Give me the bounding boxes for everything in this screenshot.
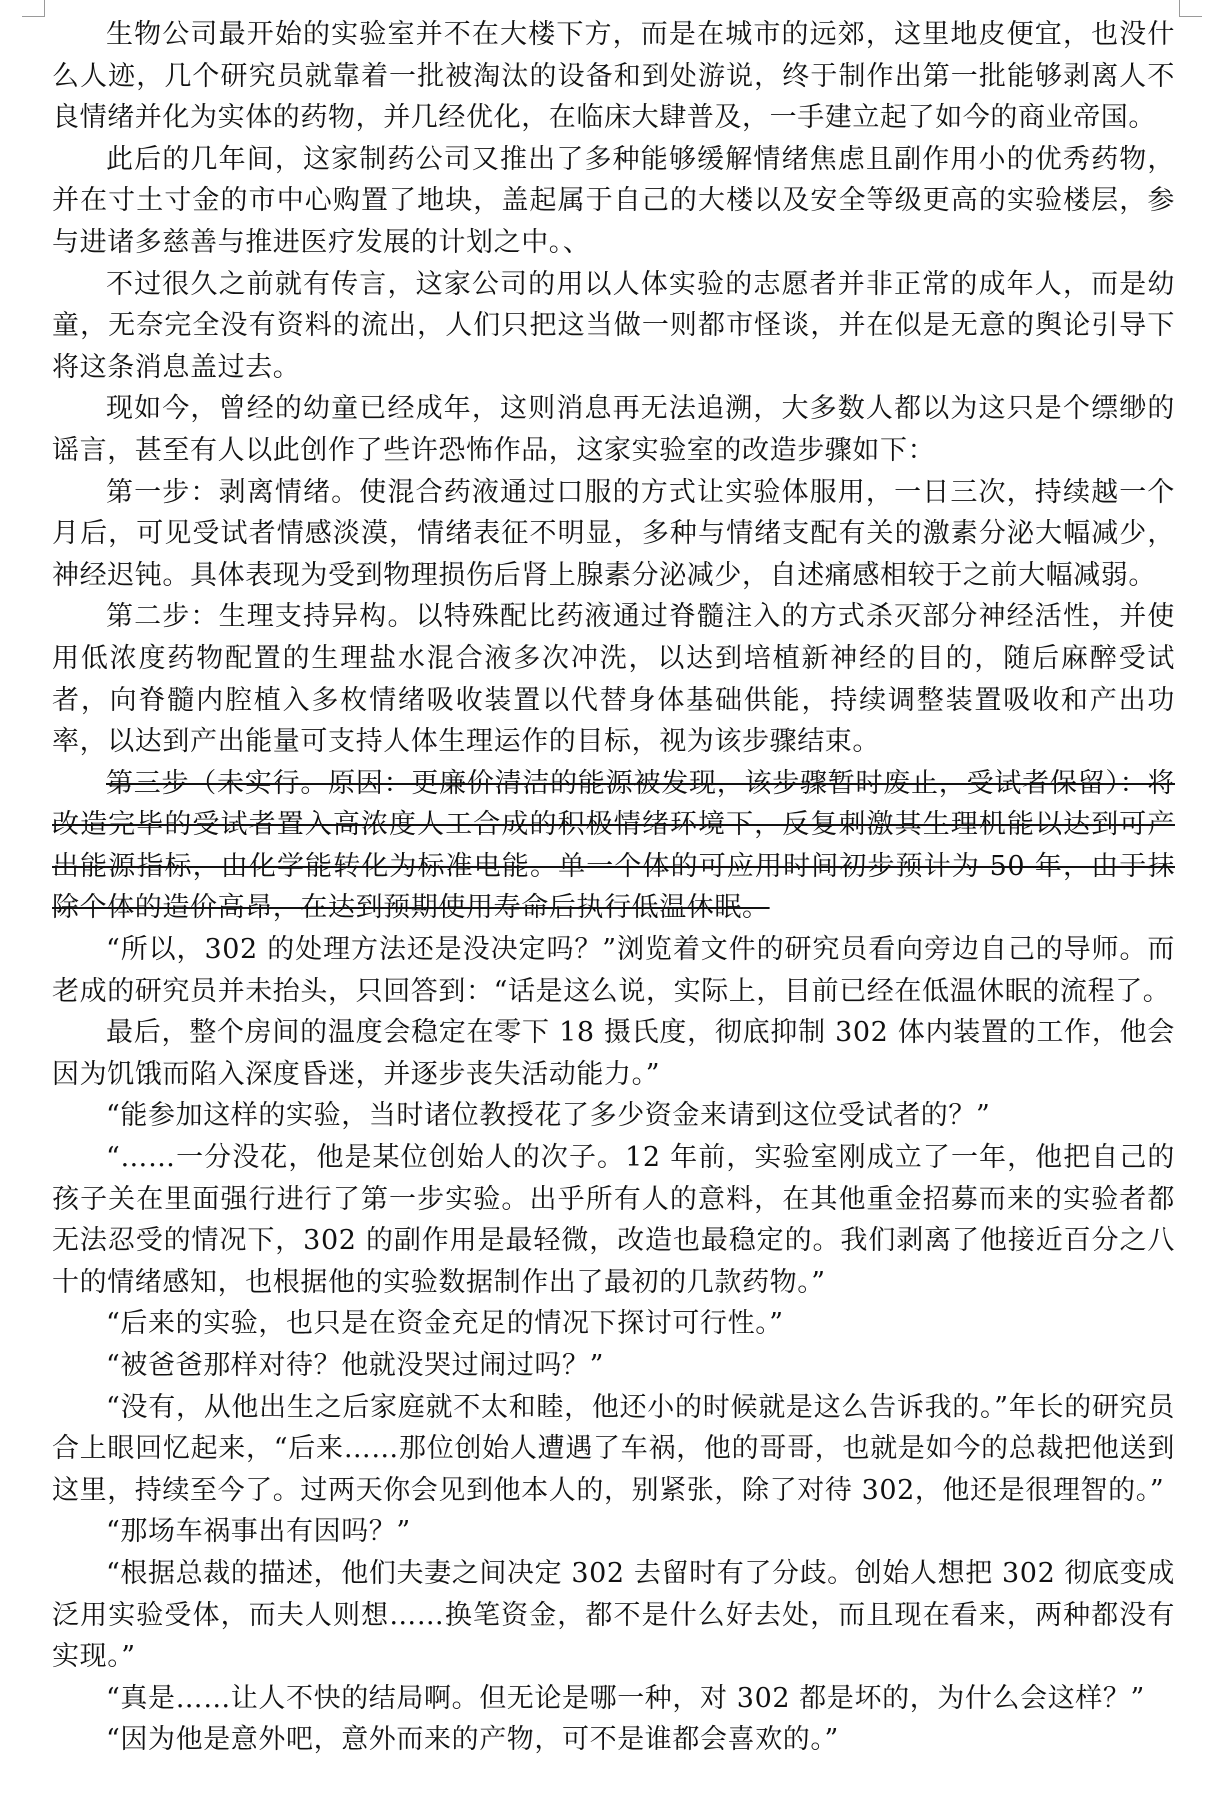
paragraph: “能参加这样的实验，当时诸位教授花了多少资金来请到这位受试者的？” (106, 1100, 991, 1132)
paragraph: “所以，302 的处理方法还是没决定吗？”浏览着文件的研究员看向旁边自己的导师。而老成的研究员并未抬头，只回答到：“话是这么说，实际上，目前已经在低温休眠的流程了。 (52, 934, 1175, 1007)
paragraph: “后来的实验，也只是在资金充足的情况下探讨可行性。” (106, 1308, 784, 1340)
page-corner-mark-right (1179, 0, 1202, 17)
paragraph: “被爸爸那样对待？他就没哭过闹过吗？” (106, 1350, 605, 1381)
paragraph: “那场车祸事出有因吗？” (106, 1516, 411, 1548)
struck-paragraph: 第三步（未实行。原因：更廉价清洁的能源被发现，该步骤暂时废止，受试者保留）：将改造完毕的受试者置入高浓度人工合成的积极情绪环境下，反复刺激其生理机能以达到可产出能源指标，由化学能转化为标准电能。单一个体的可应用时间初步预计为 50 年，由于抹除个体的造价高昂，在达到预期使用寿命后执行低温休眠。 (52, 767, 1175, 924)
paragraph: 不过很久之前就有传言，这家公司的用以人体实验的志愿者并非正常的成年人，而是幼童，无奈完全没有资料的流出，人们只把这当做一则都市怪谈，并在似是无意的舆论引导下将这条消息盖过去。 (52, 268, 1175, 383)
paragraph: 第二步：生理支持异构。以特殊配比药液通过脊髓注入的方式杀灭部分神经活性，并使用低浓度药物配置的生理盐水混合液多次冲洗，以达到培植新神经的目的，随后麻醉受试者，向脊髓内腔植入多枚情绪吸收装置以代替身体基础供能，持续调整装置吸收和产出功率，以达到产出能量可支持人体生理运作的目标，视为该步骤结束。 (52, 601, 1175, 758)
paragraph: “真是……让人不快的结局啊。但无论是哪一种，对 302 都是坏的，为什么会这样？” (106, 1682, 1145, 1714)
paragraph: 第一步：剥离情绪。使混合药液通过口服的方式让实验体服用，一日三次，持续越一个月后，可见受试者情感淡漠，情绪表征不明显，多种与情绪支配有关的激素分泌大幅减少，神经迟钝。具体表现为受到物理损伤后肾上腺素分泌减少，自述痛感相较于之前大幅减弱。 (52, 476, 1175, 591)
page-corner-mark-left (22, 0, 45, 17)
paragraph: “根据总裁的描述，他们夫妻之间决定 302 去留时有了分歧。创始人想把 302 彻底变成泛用实验受体，而夫人则想……换笔资金，都不是什么好去处，而且现在看来，两种都没有实现。” (52, 1557, 1175, 1673)
paragraph: 此后的几年间，这家制药公司又推出了多种能够缓解情绪焦虑且副作用小的优秀药物，并在寸土寸金的市中心购置了地块，盖起属于自己的大楼以及安全等级更高的实验楼层，参与进诸多慈善与推进医疗发展的计划之中。、 (52, 143, 1175, 258)
paragraph: “没有，从他出生之后家庭就不太和睦，他还小的时候就是这么告诉我的。”年长的研究员合上眼回忆起来，“后来……那位创始人遭遇了车祸，他的哥哥，也就是如今的总裁把他送到这里，持续至今了。过两天你会见到他本人的，别紧张，除了对待 302，他还是很理智的。” (52, 1391, 1175, 1506)
document-page (52, 14, 1175, 1761)
paragraph: 生物公司最开始的实验室并不在大楼下方，而是在城市的远郊，这里地皮便宜，也没什么人迹，几个研究员就靠着一批被淘汰的设备和到处游说，终于制作出第一批能够剥离人不良情绪并化为实体的药物，并几经优化，在临床大肆普及，一手建立起了如今的商业帝国。 (52, 19, 1175, 134)
paragraph: “因为他是意外吧，意外而来的产物，可不是谁都会喜欢的。” (106, 1724, 839, 1756)
paragraph: 现如今，曾经的幼童已经成年，这则消息再无法追溯，大多数人都以为这只是个缥缈的谣言，甚至有人以此创作了些许恐怖作品，这家实验室的改造步骤如下： (52, 393, 1175, 466)
paragraph: 最后，整个房间的温度会稳定在零下 18 摄氏度，彻底抑制 302 体内装置的工作，他会因为饥饿而陷入深度昏迷，并逐步丧失活动能力。” (52, 1017, 1175, 1090)
paragraph: “……一分没花，他是某位创始人的次子。12 年前，实验室刚成立了一年，他把自己的孩子关在里面强行进行了第一步实验。出乎所有人的意料，在其他重金招募而来的实验者都无法忍受的情况下，302 的副作用是最轻微，改造也最稳定的。我们剥离了他接近百分之八十的情绪感知，也根据他的实验数据制作出了最初的几款药物。” (52, 1142, 1175, 1298)
